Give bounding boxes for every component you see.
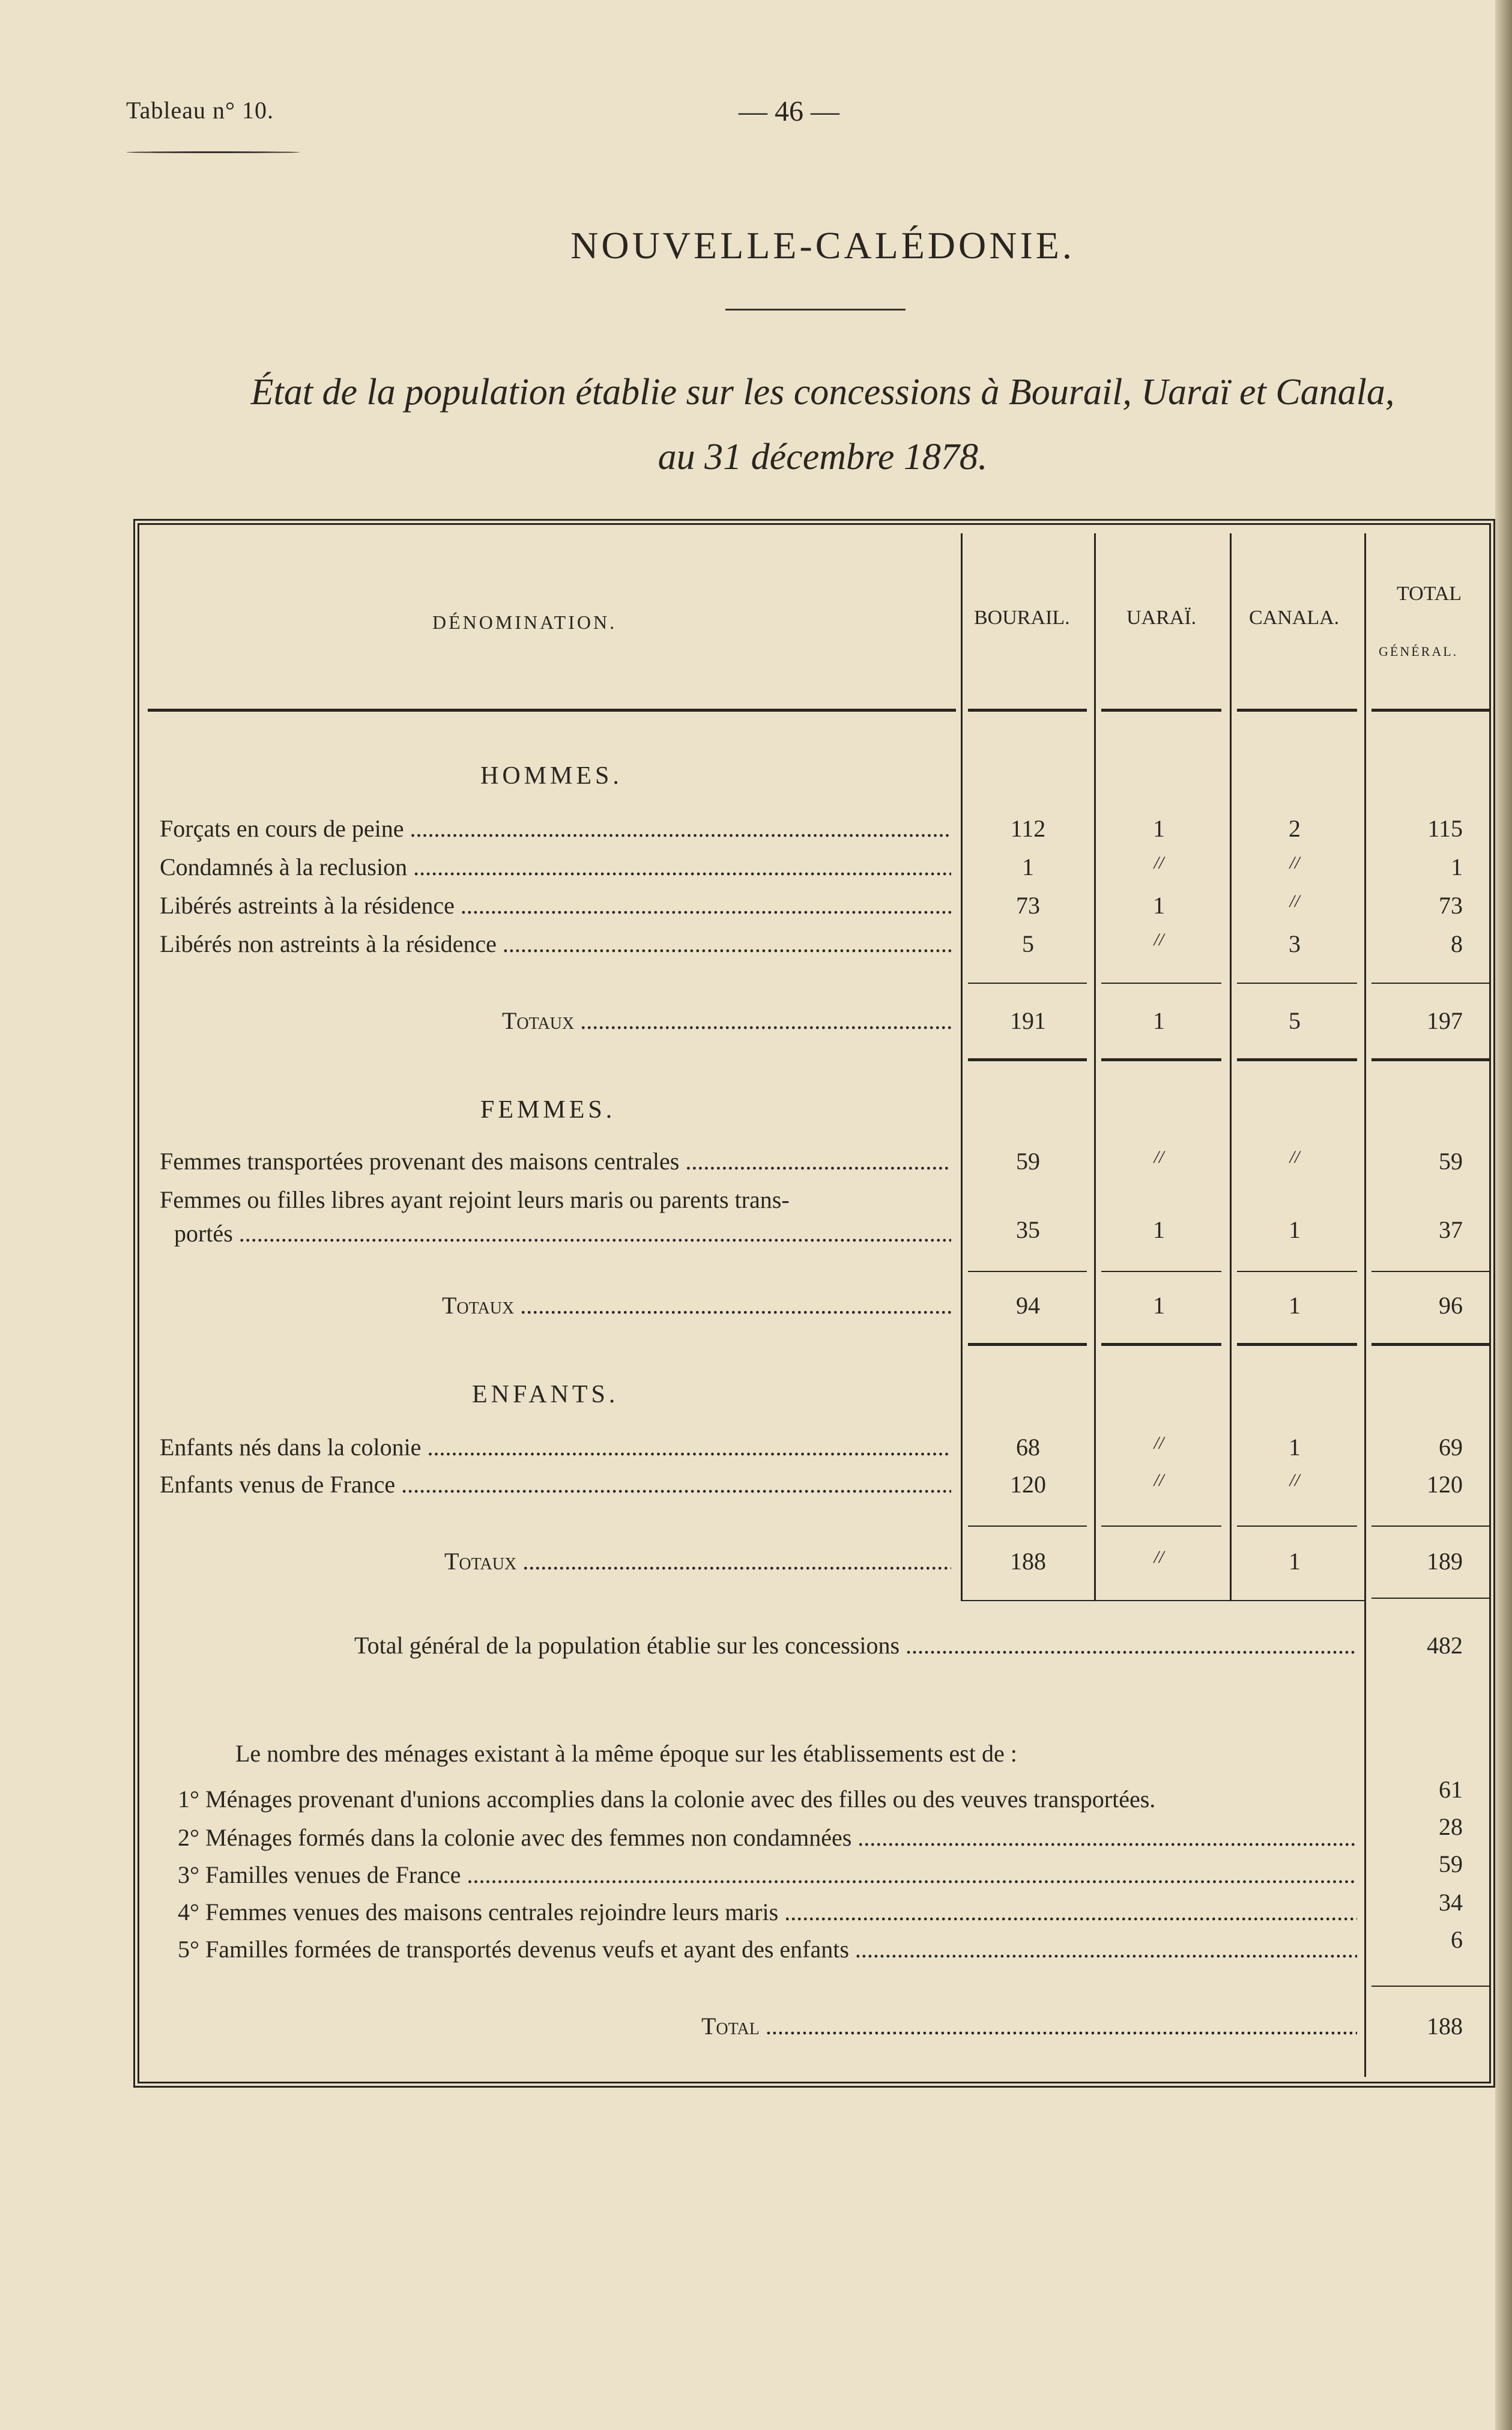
menages-item-1-label: 1° Ménages provenant d'unions accomplies dans la colonie avec des filles ou des veuves transportées. [178,1786,1156,1813]
cell-uarai: 1 [1153,1292,1165,1319]
header-rule-denomination [148,709,956,712]
cell-bourail: 59 [1016,1148,1040,1175]
menages-total-label: Total ..... [701,2012,1357,2040]
row-label-enfants-france: Enfants venus de France ..... [160,1470,951,1498]
row-label-reclusion: Condamnés à la reclusion ..... [160,853,951,881]
cell-canala: 1 [1289,1434,1301,1461]
cell-canala: // [1289,891,1300,911]
section-rule [968,1343,1087,1346]
cell-uarai: 1 [1153,815,1165,842]
menages-item-3-value: 59 [1439,1850,1463,1877]
subtotal-rule [1101,1526,1221,1527]
menages-total-value: 188 [1427,2013,1463,2040]
cell-uarai: // [1154,1470,1164,1490]
cell-uarai: 1 [1153,1216,1165,1243]
col-line-bourail [961,533,963,1600]
cell-total: 69 [1439,1434,1463,1461]
section-rule [1371,1058,1489,1061]
subtotal-rule [968,983,1087,984]
subtotal-rule [1237,1271,1357,1272]
cell-total: 73 [1439,892,1463,919]
subtotal-rule [1371,1526,1489,1527]
col-line-canala [1230,533,1232,1600]
cell-total: 1 [1451,853,1463,880]
menages-intro: Le nombre des ménages existant à la même époque sur les établissements est de : [235,1740,1017,1767]
row-label-enfants-colonie: Enfants nés dans la colonie ..... [160,1433,951,1461]
col-header-uarai: UARAÏ. [1126,607,1197,629]
cell-bourail: 68 [1016,1434,1040,1461]
cell-total: 37 [1439,1216,1463,1243]
header-rule-total [1371,709,1489,712]
totaux-label-enfants: Totaux ..... [444,1547,951,1575]
section-title-hommes: HOMMES. [480,762,623,790]
cell-canala: 2 [1289,815,1301,842]
menages-item-4-value: 34 [1439,1889,1463,1916]
menages-item-2-value: 28 [1439,1813,1463,1840]
cell-total: 197 [1427,1007,1463,1034]
table-label: Tableau n° 10. [126,97,274,124]
header-rule-uarai [1101,709,1221,712]
title-rule [725,309,906,311]
cell-total: 96 [1439,1292,1463,1319]
row-label-femmes-libres-line2: portés ..... [174,1219,951,1247]
cell-total: 8 [1451,930,1463,957]
cell-canala: 1 [1289,1216,1301,1243]
header-rule-canala [1237,709,1357,712]
subtotal-rule [968,1526,1087,1527]
menages-item-4-label: 4° Femmes venues des maisons centrales rejoindre leurs maris ..... [178,1898,1357,1926]
cell-bourail: 112 [1010,815,1046,842]
col-header-bourail: BOURAIL. [974,607,1070,629]
cell-uarai: // [1154,1147,1164,1167]
row-label-femmes-transportees: Femmes transportées provenant des maisons centrales ..... [160,1147,951,1175]
cell-bourail: 94 [1016,1292,1040,1319]
col-header-canala: CANALA. [1249,607,1340,629]
col-header-denomination: DÉNOMINATION. [432,611,617,633]
cell-canala: // [1289,853,1300,873]
section-title-enfants: ENFANTS. [472,1381,619,1408]
section-rule [968,1058,1087,1061]
menages-item-2-label: 2° Ménages formés dans la colonie avec des femmes non condamnées ..... [178,1823,1357,1852]
menages-item-1-value: 61 [1439,1776,1463,1803]
cell-canala: 1 [1289,1292,1301,1319]
section-rule [1237,1058,1357,1061]
total-general-label: Total général de la population établie sur les concessions ..... [354,1631,1357,1659]
cell-total: 115 [1427,815,1463,842]
row-label-forcats: Forçats en cours de peine ..... [160,814,951,843]
row-label-liberes-non-astreints: Libérés non astreints à la résidence ..... [160,930,951,958]
menages-item-5-label: 5° Familles formées de transportés devenus veufs et ayant des enfants ..... [178,1935,1357,1963]
cell-uarai: 1 [1153,1007,1165,1034]
total-rule [1371,1598,1489,1599]
cell-canala: 3 [1289,930,1301,957]
section-rule [1101,1058,1221,1061]
cell-canala: 5 [1289,1007,1301,1034]
subtotal-rule [1101,983,1221,984]
page-number: — 46 — [739,95,839,127]
cell-canala: // [1289,1470,1300,1490]
col-header-total-line1: TOTAL [1397,583,1462,605]
col-line-total [1364,533,1366,2077]
col-header-total-line2: GÉNÉRAL. [1379,644,1459,659]
menages-total-rule [1371,1986,1489,1987]
row-label-femmes-libres-line1: Femmes ou filles libres ayant rejoint leurs maris ou parents trans- [160,1186,790,1213]
section-rule [1237,1343,1357,1346]
cell-uarai: // [1154,1547,1164,1567]
cell-bourail: 5 [1022,930,1034,957]
columns-bottom-rule [961,1600,1364,1601]
subtotal-rule [968,1271,1087,1272]
totaux-label-femmes: Totaux ..... [442,1291,951,1320]
cell-uarai: // [1154,1433,1164,1453]
cell-canala: 1 [1289,1548,1301,1575]
total-general-value: 482 [1427,1632,1463,1659]
header-rule [126,151,300,153]
cell-canala: // [1289,1147,1300,1167]
cell-bourail: 120 [1010,1471,1046,1498]
cell-total: 120 [1427,1471,1463,1498]
section-rule [1371,1343,1489,1346]
menages-item-5-value: 6 [1451,1926,1463,1953]
header-rule-bourail [968,709,1087,712]
page-edge [1495,0,1512,2430]
cell-total: 189 [1427,1548,1463,1575]
section-rule [1101,1343,1221,1346]
subtotal-rule [1371,1271,1489,1272]
subtotal-rule [1101,1271,1221,1272]
cell-uarai: 1 [1153,892,1165,919]
page-title: NOUVELLE-CALÉDONIE. [570,224,1075,267]
cell-uarai: // [1154,853,1164,873]
cell-bourail: 1 [1022,853,1034,880]
totaux-label-hommes: Totaux ..... [502,1007,951,1035]
cell-bourail: 188 [1010,1548,1046,1575]
subtitle-line-1: État de la population établie sur les concessions à Bourail, Uaraï et Canala, [250,372,1395,413]
subtotal-rule [1237,1526,1357,1527]
menages-item-3-label: 3° Familles venues de France ..... [178,1861,1357,1889]
section-title-femmes: FEMMES. [480,1096,616,1124]
cell-bourail: 191 [1010,1007,1046,1034]
subtotal-rule [1237,983,1357,984]
cell-total: 59 [1439,1148,1463,1175]
subtitle-line-2: au 31 décembre 1878. [658,437,988,477]
cell-uarai: // [1154,930,1164,950]
cell-bourail: 73 [1016,892,1040,919]
row-label-liberes-astreints: Libérés astreints à la résidence ..... [160,891,951,920]
cell-bourail: 35 [1016,1216,1040,1243]
col-line-uarai [1094,533,1096,1600]
subtotal-rule [1371,983,1489,984]
